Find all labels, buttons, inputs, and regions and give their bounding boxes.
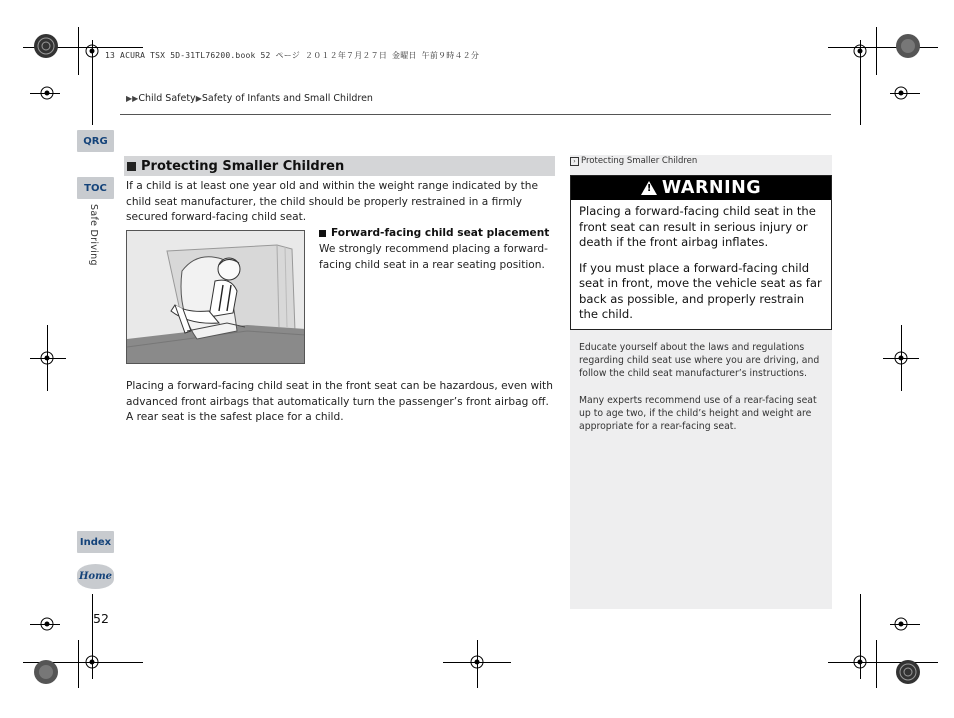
warning-paragraph-1: Placing a forward-facing child seat in the front seat can result in serious injury or death if the front airbag inflates. — [579, 204, 816, 249]
reference-link-icon: › — [570, 157, 579, 166]
section-title-bar — [124, 156, 555, 176]
child-seat-illustration — [126, 230, 305, 364]
home-button[interactable]: Home — [77, 564, 114, 589]
page-number: 52 — [93, 611, 109, 626]
crosshair-mark-icon — [82, 41, 102, 61]
index-button[interactable]: Index — [77, 531, 114, 553]
breadcrumb — [126, 93, 373, 104]
registration-mark-icon — [33, 33, 59, 59]
section-title: Protecting Smaller Children — [141, 158, 345, 174]
sub-heading — [319, 227, 549, 239]
warning-title: WARNING — [661, 178, 762, 198]
square-bullet-icon — [319, 230, 326, 237]
registration-mark-icon — [895, 33, 921, 59]
registration-mark-icon — [895, 659, 921, 685]
breadcrumb-arrow-icon: ▶ — [195, 94, 202, 103]
crosshair-mark-icon — [891, 614, 911, 634]
print-header: 13 ACURA TSX 5D-31TL76200.book 52 ページ ２０１２年７月２７日 金曜日 午前９時４２分 — [105, 51, 480, 60]
header-rule — [120, 114, 831, 115]
crosshair-mark-icon — [467, 652, 487, 672]
intro-paragraph: If a child is at least one year old and within the weight range indicated by the child seat manufacturer, the child should be properly restrained in a firmly secured forward-facing child seat. — [126, 180, 538, 224]
sidebar-note-1: Educate yourself about the laws and regulations regarding child seat use where you are driving, and follow the child seat manufacturer’s instructions. — [579, 342, 820, 379]
warning-icon: ! — [641, 181, 657, 195]
warning-box — [570, 175, 832, 330]
crosshair-mark-icon — [37, 348, 57, 368]
registration-mark-icon — [33, 659, 59, 685]
sidebar-reference[interactable] — [570, 156, 697, 166]
bottom-paragraph: Placing a forward-facing child seat in the front seat can be hazardous, even with advanced front airbags that automatically turn the passenger’s front airbag off. A rear seat is the safest place for a child. — [126, 380, 553, 424]
crosshair-mark-icon — [891, 348, 911, 368]
warning-paragraph-2: If you must place a forward-facing child seat in front, move the vehicle seat as far back as possible, and properly restrain the child. — [579, 260, 822, 321]
breadcrumb-link-infants[interactable]: Safety of Infants and Small Children — [201, 93, 373, 104]
sidebar-note-2: Many experts recommend use of a rear-facing seat up to age two, if the child’s height and weight are appropriate for a rear-facing seat. — [579, 395, 817, 432]
qrg-button[interactable]: QRG — [77, 130, 114, 152]
crosshair-mark-icon — [37, 83, 57, 103]
square-bullet-icon — [127, 162, 136, 171]
crosshair-mark-icon — [891, 83, 911, 103]
breadcrumb-arrow-icon: ▶▶ — [126, 94, 139, 103]
sidebar-ref-label: Protecting Smaller Children — [581, 156, 698, 166]
crosshair-mark-icon — [82, 652, 102, 672]
crosshair-mark-icon — [850, 652, 870, 672]
warning-header — [571, 176, 831, 200]
crosshair-mark-icon — [850, 41, 870, 61]
sub-paragraph: We strongly recommend placing a forward-facing child seat in a rear seating position. — [319, 243, 548, 271]
breadcrumb-link-child-safety[interactable]: Child Safety — [138, 93, 196, 104]
toc-button[interactable]: TOC — [77, 177, 114, 199]
sub-heading-text: Forward-facing child seat placement — [331, 227, 550, 239]
section-label: Safe Driving — [88, 204, 99, 266]
crosshair-mark-icon — [37, 614, 57, 634]
child-seat-icon — [127, 231, 305, 364]
